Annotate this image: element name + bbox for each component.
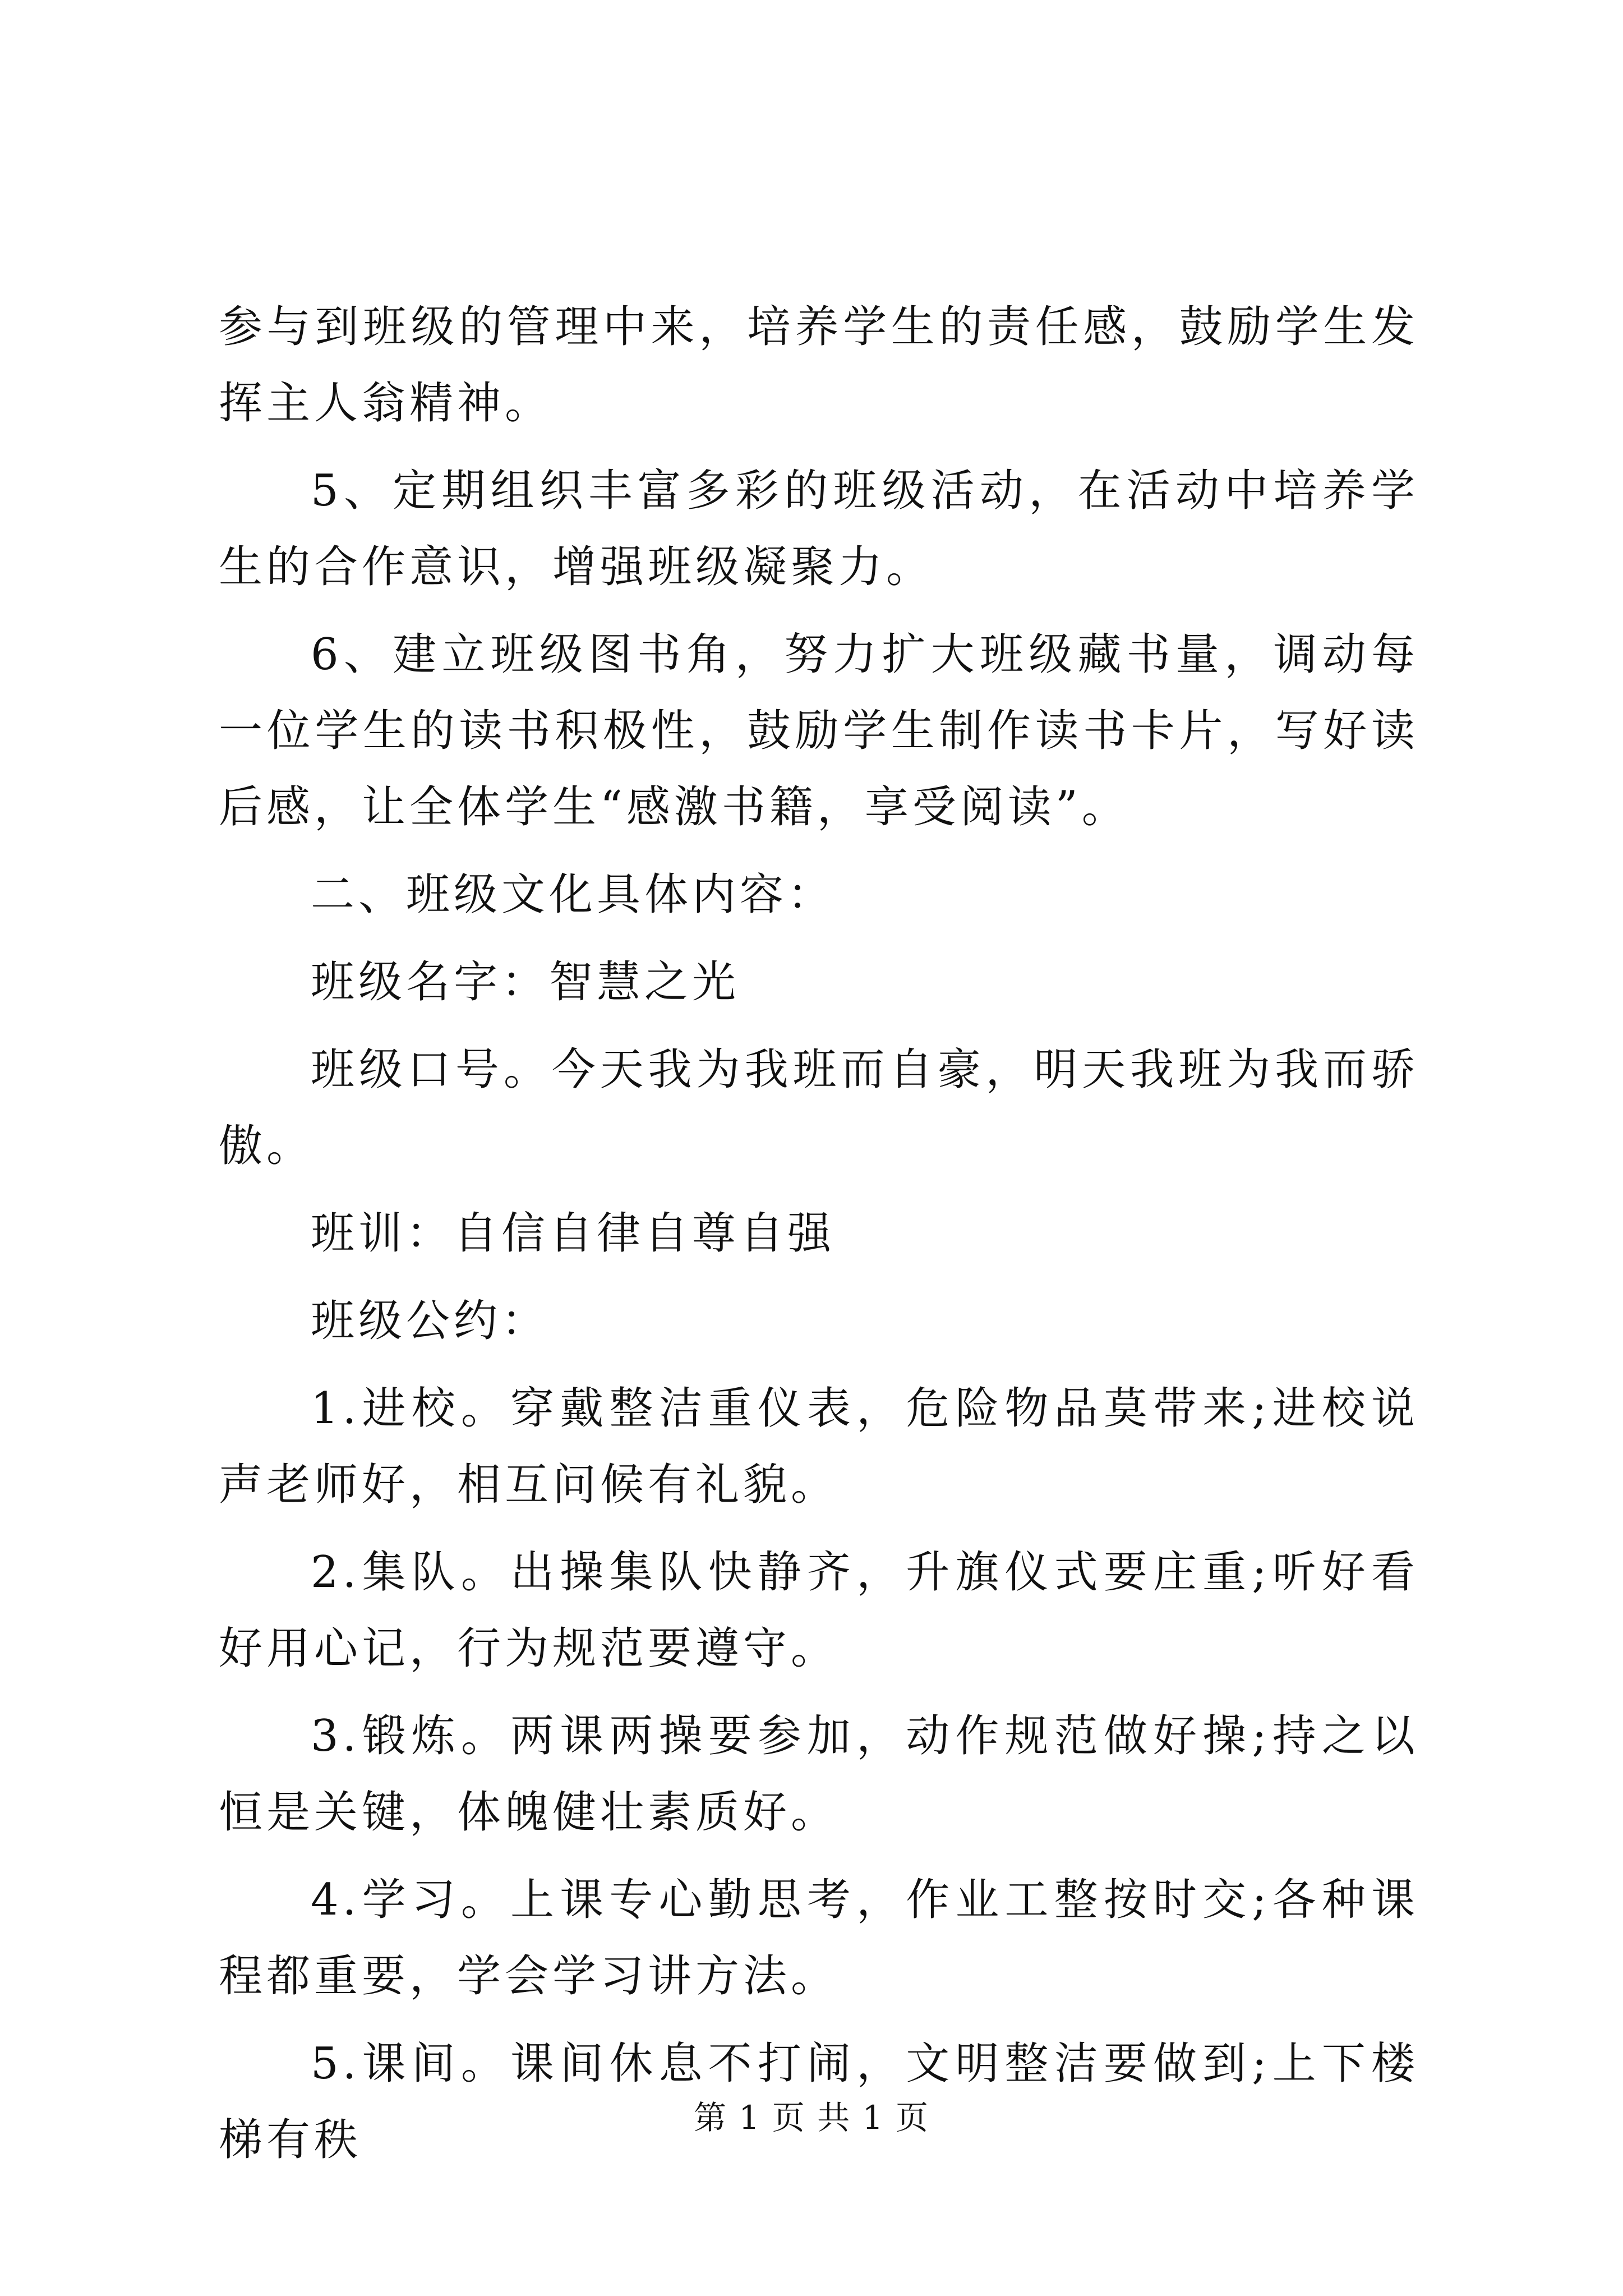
convention-item-3: 3.锻炼。两课两操要参加，动作规范做好操;持之以恒是关键，体魄健壮素质好。	[219, 1711, 1419, 1838]
convention-item-1: 1.进校。穿戴整洁重仪表，危险物品莫带来;进校说声老师好，相互问候有礼貌。	[219, 1383, 1419, 1510]
convention-item-2: 2.集队。出操集队快静齐，升旗仪式要庄重;听好看好用心记，行为规范要遵守。	[219, 1547, 1419, 1674]
class-motto-line: 班训：自信自律自尊自强	[311, 1208, 836, 1259]
class-slogan-line: 班级口号。今天我为我班而自豪，明天我班为我而骄傲。	[219, 1045, 1419, 1171]
convention-item-4: 4.学习。上课专心勤思考，作业工整按时交;各种课程都重要，学会学习讲方法。	[219, 1875, 1419, 2001]
paragraph-continuation: 参与到班级的管理中来，培养学生的责任感，鼓励学生发挥主人翁精神。	[219, 302, 1419, 429]
paragraph-item-6: 6、建立班级图书角，努力扩大班级藏书量，调动每一位学生的读书积极性，鼓励学生制作读书卡片，写好读后感，让全体学生“感激书籍，享受阅读”。	[219, 629, 1419, 832]
convention-item-5: 5.课间。课间休息不打闹，文明整洁要做到;上下楼梯有秩	[219, 2039, 1419, 2165]
document-body	[219, 289, 1419, 2189]
paragraph-item-5: 5、定期组织丰富多彩的班级活动，在活动中培养学生的合作意识，增强班级凝聚力。	[219, 466, 1419, 592]
class-convention-heading: 班级公约：	[311, 1296, 550, 1346]
page-footer: 第 1 页 共 1 页	[694, 2099, 929, 2137]
class-name-line: 班级名字：智慧之光	[311, 957, 740, 1007]
section-heading: 二、班级文化具体内容：	[311, 869, 836, 920]
